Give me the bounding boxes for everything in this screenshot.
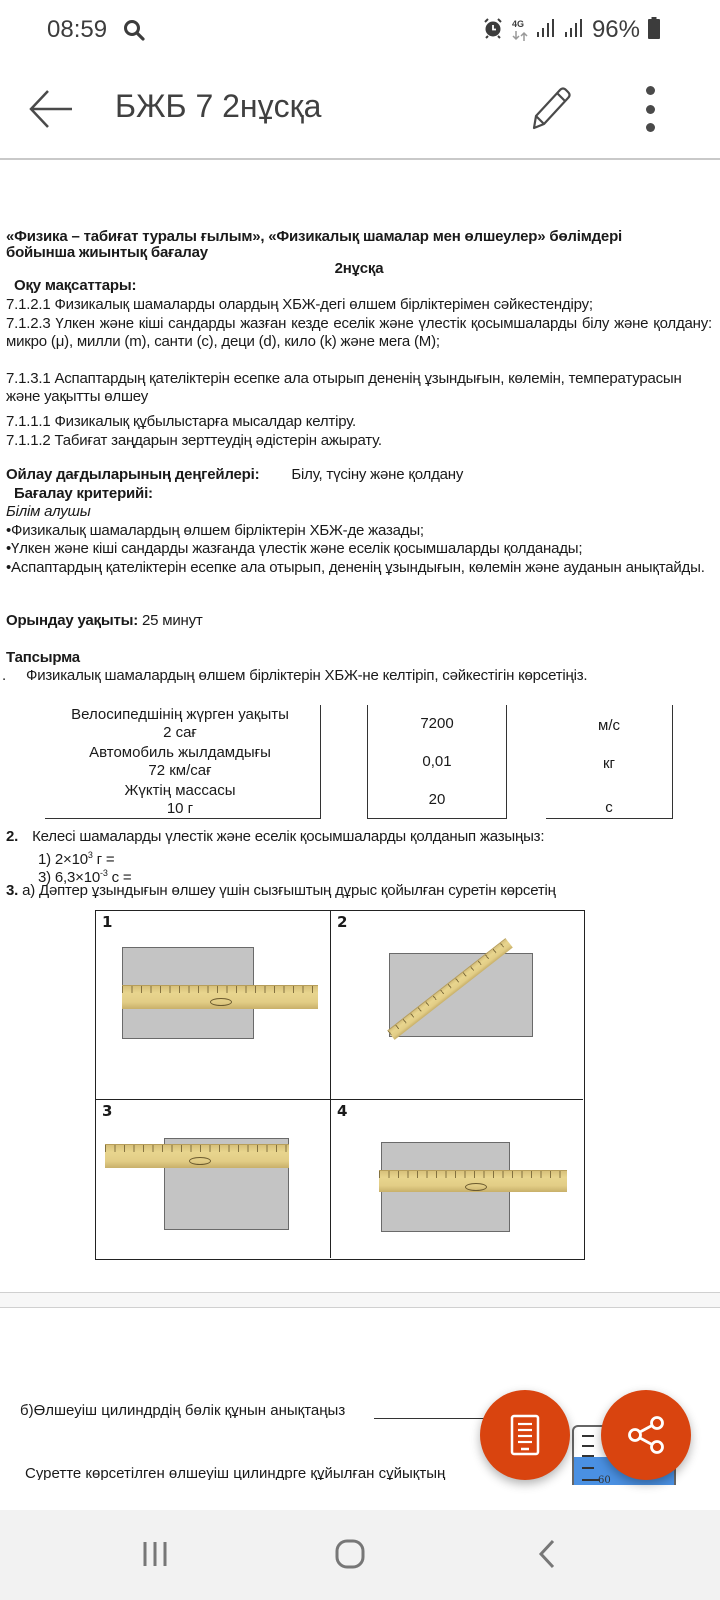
network-label: 4G <box>511 19 524 29</box>
back-arrow-icon <box>28 86 74 132</box>
reading-mode-button[interactable] <box>480 1390 570 1480</box>
document-page[interactable] <box>0 162 720 1292</box>
table-divider <box>506 705 507 818</box>
back-button[interactable] <box>28 86 74 132</box>
task2-item: 3) $6,3\times 10^{-3}$ с = <box>38 868 132 886</box>
table-divider <box>546 818 673 819</box>
home-icon <box>334 1538 366 1570</box>
status-bar <box>0 0 720 60</box>
status-time: 08:59 <box>47 16 108 43</box>
page-separator <box>0 1292 720 1308</box>
time-label: Орындау уақыты: <box>6 612 139 629</box>
table-divider <box>367 705 368 818</box>
signal-icon <box>564 18 584 43</box>
table-divider <box>45 818 321 819</box>
navigation-bar <box>0 1510 720 1600</box>
time-value: 25 минут <box>142 612 203 629</box>
doc-heading-line1: «Физика – табиғат туралы ғылым», «Физикалық шамалар мен өлшеулер» бөлімдері <box>6 228 622 245</box>
criteria-item: •Аспаптардың қателіктерін есепке ала отырып, дененің ұзындығын, көлемін және ауданын анықтайды. <box>6 559 705 576</box>
doc-heading-line2: бойынша жиынтық бағалау <box>6 244 208 261</box>
unit-item: кг <box>602 755 616 772</box>
search-icon <box>122 18 146 42</box>
ruler-image <box>122 985 318 1009</box>
thinking-levels <box>6 466 712 484</box>
answer-line <box>374 1418 486 1419</box>
unit-item: м/с <box>598 717 620 734</box>
ruler-figure <box>95 910 585 1260</box>
criteria-title: Бағалау критерийі: <box>14 485 153 502</box>
task-title: Тапсырма <box>6 649 80 666</box>
edit-button[interactable] <box>526 84 574 132</box>
recent-apps-icon <box>140 1540 170 1568</box>
more-vertical-icon <box>646 86 655 95</box>
objective-item: 7.1.3.1 Аспаптардың қателіктерін есепке ала отырып дененің ұзындығын, көлемін, температурасын және уақытты өлшеу <box>6 370 682 405</box>
alarm-icon <box>482 17 504 44</box>
figure-option-4[interactable]: 4 <box>331 1100 583 1258</box>
figure-option-1[interactable]: 1 <box>96 911 330 1099</box>
table-divider <box>320 705 321 818</box>
task1-marker: . <box>2 667 6 684</box>
figure-option-3[interactable]: 3 <box>96 1100 330 1258</box>
objective-item: 7.1.1.1 Физикалық құбылыстарға мысалдар келтіру. <box>6 413 356 430</box>
task2: 2. Келесі шамаларды үлестік және еселік қосымшаларды қолданып жазыңыз: <box>6 828 545 845</box>
reading-mode-icon <box>510 1414 540 1456</box>
criteria-item: •Физикалық шамалардың өлшем бірліктерін ХБЖ-де жазады; <box>6 522 424 539</box>
home-button[interactable] <box>325 1532 375 1576</box>
app-bar <box>0 60 720 160</box>
criteria-item: •Үлкен және кіші сандарды жазғанда үлестік және еселік қосымшаларды қолданады; <box>6 540 583 557</box>
table-divider <box>367 818 507 819</box>
task3b-text: б)Өлшеуіш цилиндрдің бөлік құнын анықтаңыз <box>20 1402 346 1419</box>
objective-item: 7.1.1.2 Табиғат заңдарын зерттеудің әдістерін ажырату. <box>6 432 382 449</box>
thinking-label: Ойлау дағдыларының деңгейлері: <box>6 466 260 483</box>
figure-option-2[interactable]: 2 <box>331 911 583 1099</box>
page-title: БЖБ 7 2нұсқа <box>115 88 322 124</box>
ruler-image <box>379 1170 567 1192</box>
network-4g-icon <box>512 19 528 41</box>
quantity-item: Жүктің массасы 10 г <box>124 782 236 817</box>
task3a: 3. а) Дәптер ұзындығын өлшеу үшін сызғыштың дұрыс қойылған суретін көрсетің <box>6 882 556 899</box>
learner-label: Білім алушы <box>6 503 91 520</box>
more-options-button[interactable] <box>640 86 660 132</box>
battery-percent: 96% <box>591 16 640 43</box>
thinking-value: Білу, түсіну және қолдану <box>291 466 464 483</box>
cylinder-mark: 60 <box>598 1475 611 1485</box>
battery-icon <box>648 17 660 44</box>
status-icons <box>482 16 660 44</box>
task1-text: Физикалық шамалардың өлшем бірліктерін ХБЖ-не келтіріп, сәйкестігін көрсетіңіз. <box>26 667 588 684</box>
table-divider <box>672 705 673 818</box>
task2-item: 1) $2\times 10^3$ г = <box>38 850 115 868</box>
quantity-item: Автомобиль жылдамдығы 72 км/сағ <box>89 744 271 779</box>
number-item: 20 <box>428 791 446 808</box>
objectives-title: Оқу мақсаттары: <box>14 277 137 294</box>
number-item: 7200 <box>420 715 454 732</box>
objective-item: 7.1.2.3 Үлкен және кіші сандарды жазған кезде еселік және үлестік қосымшаларды білу және қолдану: микро (μ), милли (m), санти (c), деци (d), кило (k) және мега (M); <box>6 315 712 350</box>
task3c-text: Суретте көрсетілген өлшеуіш цилиндрге құйылған сұйықтың <box>25 1465 446 1480</box>
signal-icon <box>536 18 556 43</box>
unit-item: с <box>605 799 613 816</box>
objective-item: 7.1.2.1 Физикалық шамаларды олардың ХБЖ-дегі өлшем бірліктерімен сәйкестендіру; <box>6 296 593 313</box>
recent-apps-button[interactable] <box>130 1532 180 1576</box>
doc-variant: 2нұсқа <box>334 260 384 277</box>
quantity-item: Велосипедшінің жүрген уақыты 2 сағ <box>71 706 289 741</box>
time-limit <box>6 612 712 630</box>
ruler-image <box>105 1144 289 1168</box>
nav-back-button[interactable] <box>522 1532 572 1576</box>
share-button[interactable] <box>601 1390 691 1480</box>
pencil-icon <box>526 84 574 132</box>
number-item: 0,01 <box>422 753 452 770</box>
share-icon <box>626 1415 666 1455</box>
back-icon <box>537 1538 557 1570</box>
